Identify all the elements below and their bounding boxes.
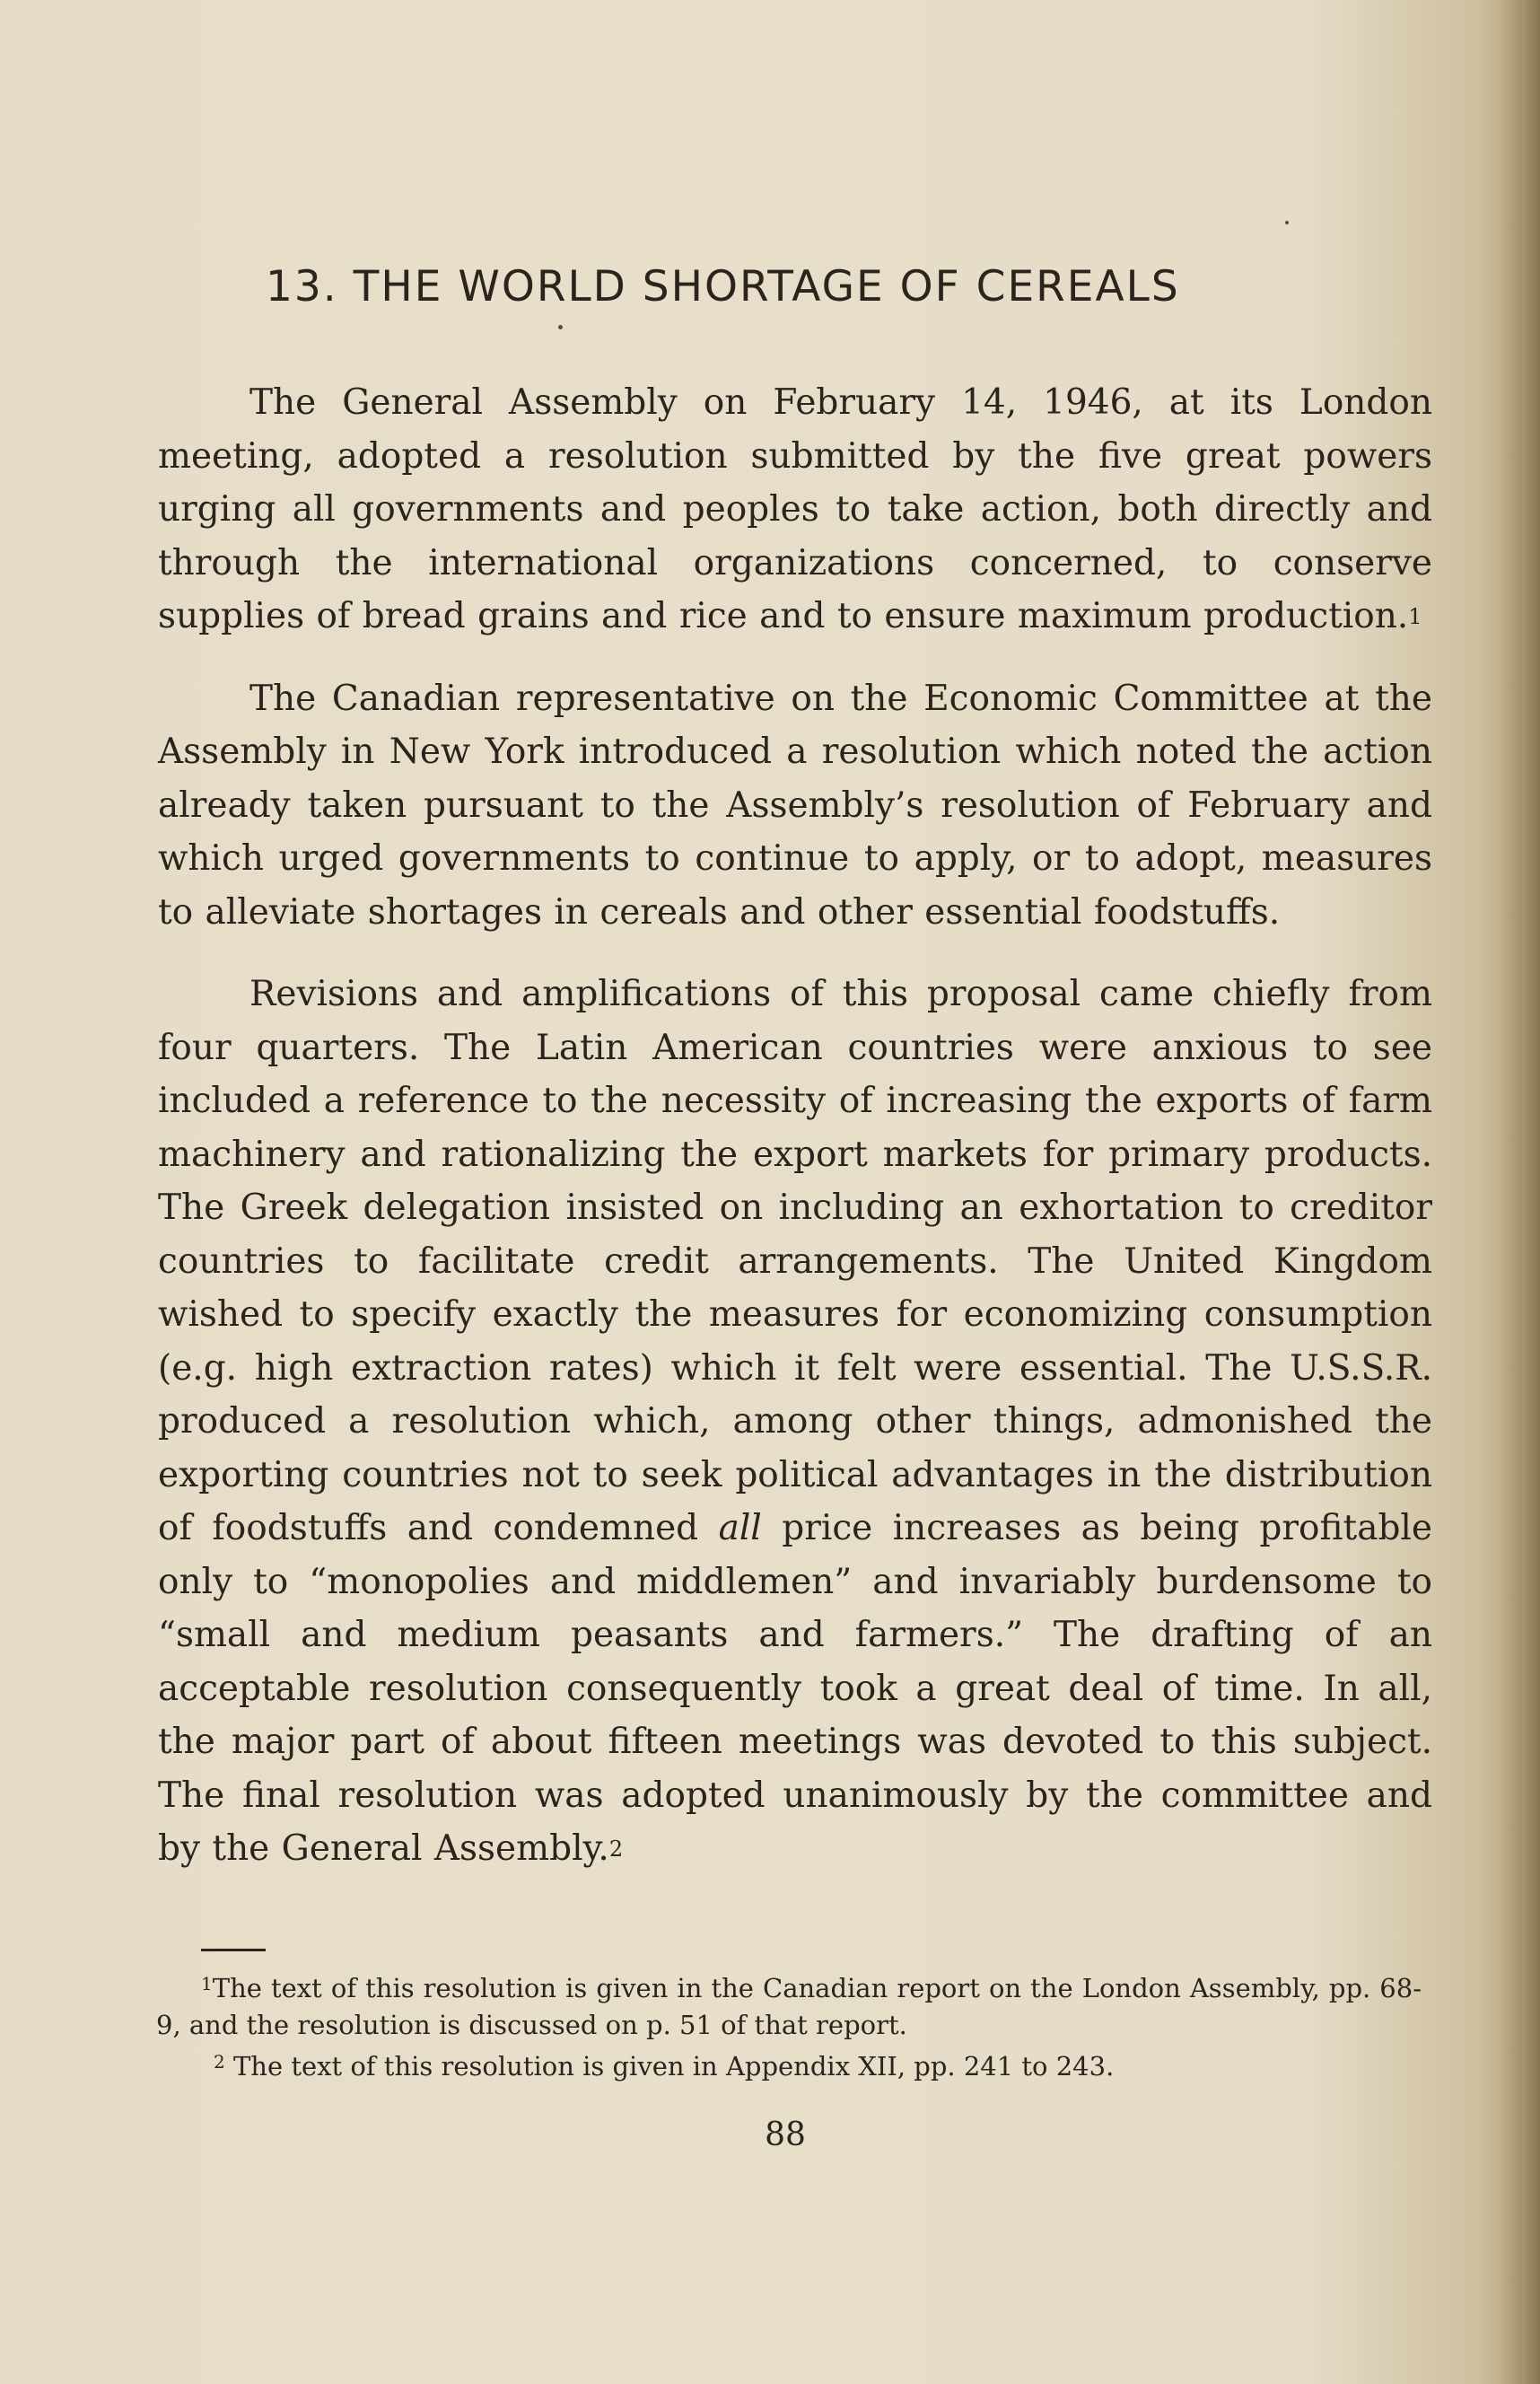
paper-speck: [1285, 221, 1289, 224]
footnote-2-text: The text of this resolution is given in Appendix XII, pp. 241 to 243.: [232, 2051, 1115, 2082]
footnote-ref-2: 2: [608, 1836, 624, 1862]
main-text-column: [158, 262, 1432, 1905]
paragraph-3-text-after: price increases as being profitable only to “monopolies and middlemen” and invariably burdensome to “small and medium peasants and farmers.” The drafting of an acceptable resolution consequently took a great deal of time. In all, the major part of about fifteen meetings was devoted to this subject. The final resolution was adopted unanimously by the committee and by the General Assembly.: [158, 1508, 1432, 1869]
page-edge-shadow: [1499, 0, 1540, 2384]
paragraph-3-italic-word: all: [718, 1508, 762, 1548]
footnotes: [156, 1971, 1422, 2093]
page-number: 88: [765, 2117, 806, 2153]
paragraph-2: [158, 672, 1432, 940]
footnote-1-mark: 1: [201, 1973, 213, 1994]
footnote-1: [156, 1971, 1422, 2042]
paragraph-3-text-before: Revisions and amplifications of this proposal came chiefly from four quarters. The Latin American countries were anxious to see included a reference to the necessity of increasing the exports of farm machinery and rationalizing the export markets for primary products. The Greek delegation insisted on including an exhortation to creditor countries to facilitate credit arrangements. The United Kingdom wished to specify exactly the measures for economizing consumption (e.g. high extraction rates) which it felt were essential. The U.S.S.R. produced a resolution which, among other things, admonished the exporting countries not to seek political advantages in the distribution of foodstuffs and condemned: [158, 974, 1432, 1548]
footnote-rule: [201, 1949, 266, 1951]
footnote-2: [156, 2049, 1422, 2086]
footnote-ref-1: 1: [1408, 604, 1422, 629]
paragraph-2-text: The Canadian representative on the Economic Committee at the Assembly in New York introduced a resolution which noted the action already taken pursuant to the Assembly’s resolution of February and which urged governments to continue to apply, or to adopt, measures to alleviate shortages in cereals and other essential foodstuffs.: [158, 678, 1432, 933]
section-heading: 13. THE WORLD SHORTAGE OF CEREALS: [266, 262, 1180, 311]
paragraph-1-text: The General Assembly on February 14, 1946, at its London meeting, adopted a resolution submitted by the five great powers urging all governments and peoples to take action, both directly and through the international organizations concerned, to conserve supplies of bread grains and rice and to ensure maximum production.: [158, 382, 1432, 636]
paragraph-3: [158, 968, 1432, 1876]
footnote-2-mark: 2: [214, 2051, 225, 2073]
footnote-1-text: The text of this resolution is given in the Canadian report on the London Assembly, pp. 68-9, and the resolution is discussed on p. 51 of that report.: [156, 1973, 1422, 2040]
paragraph-1: [158, 376, 1432, 644]
